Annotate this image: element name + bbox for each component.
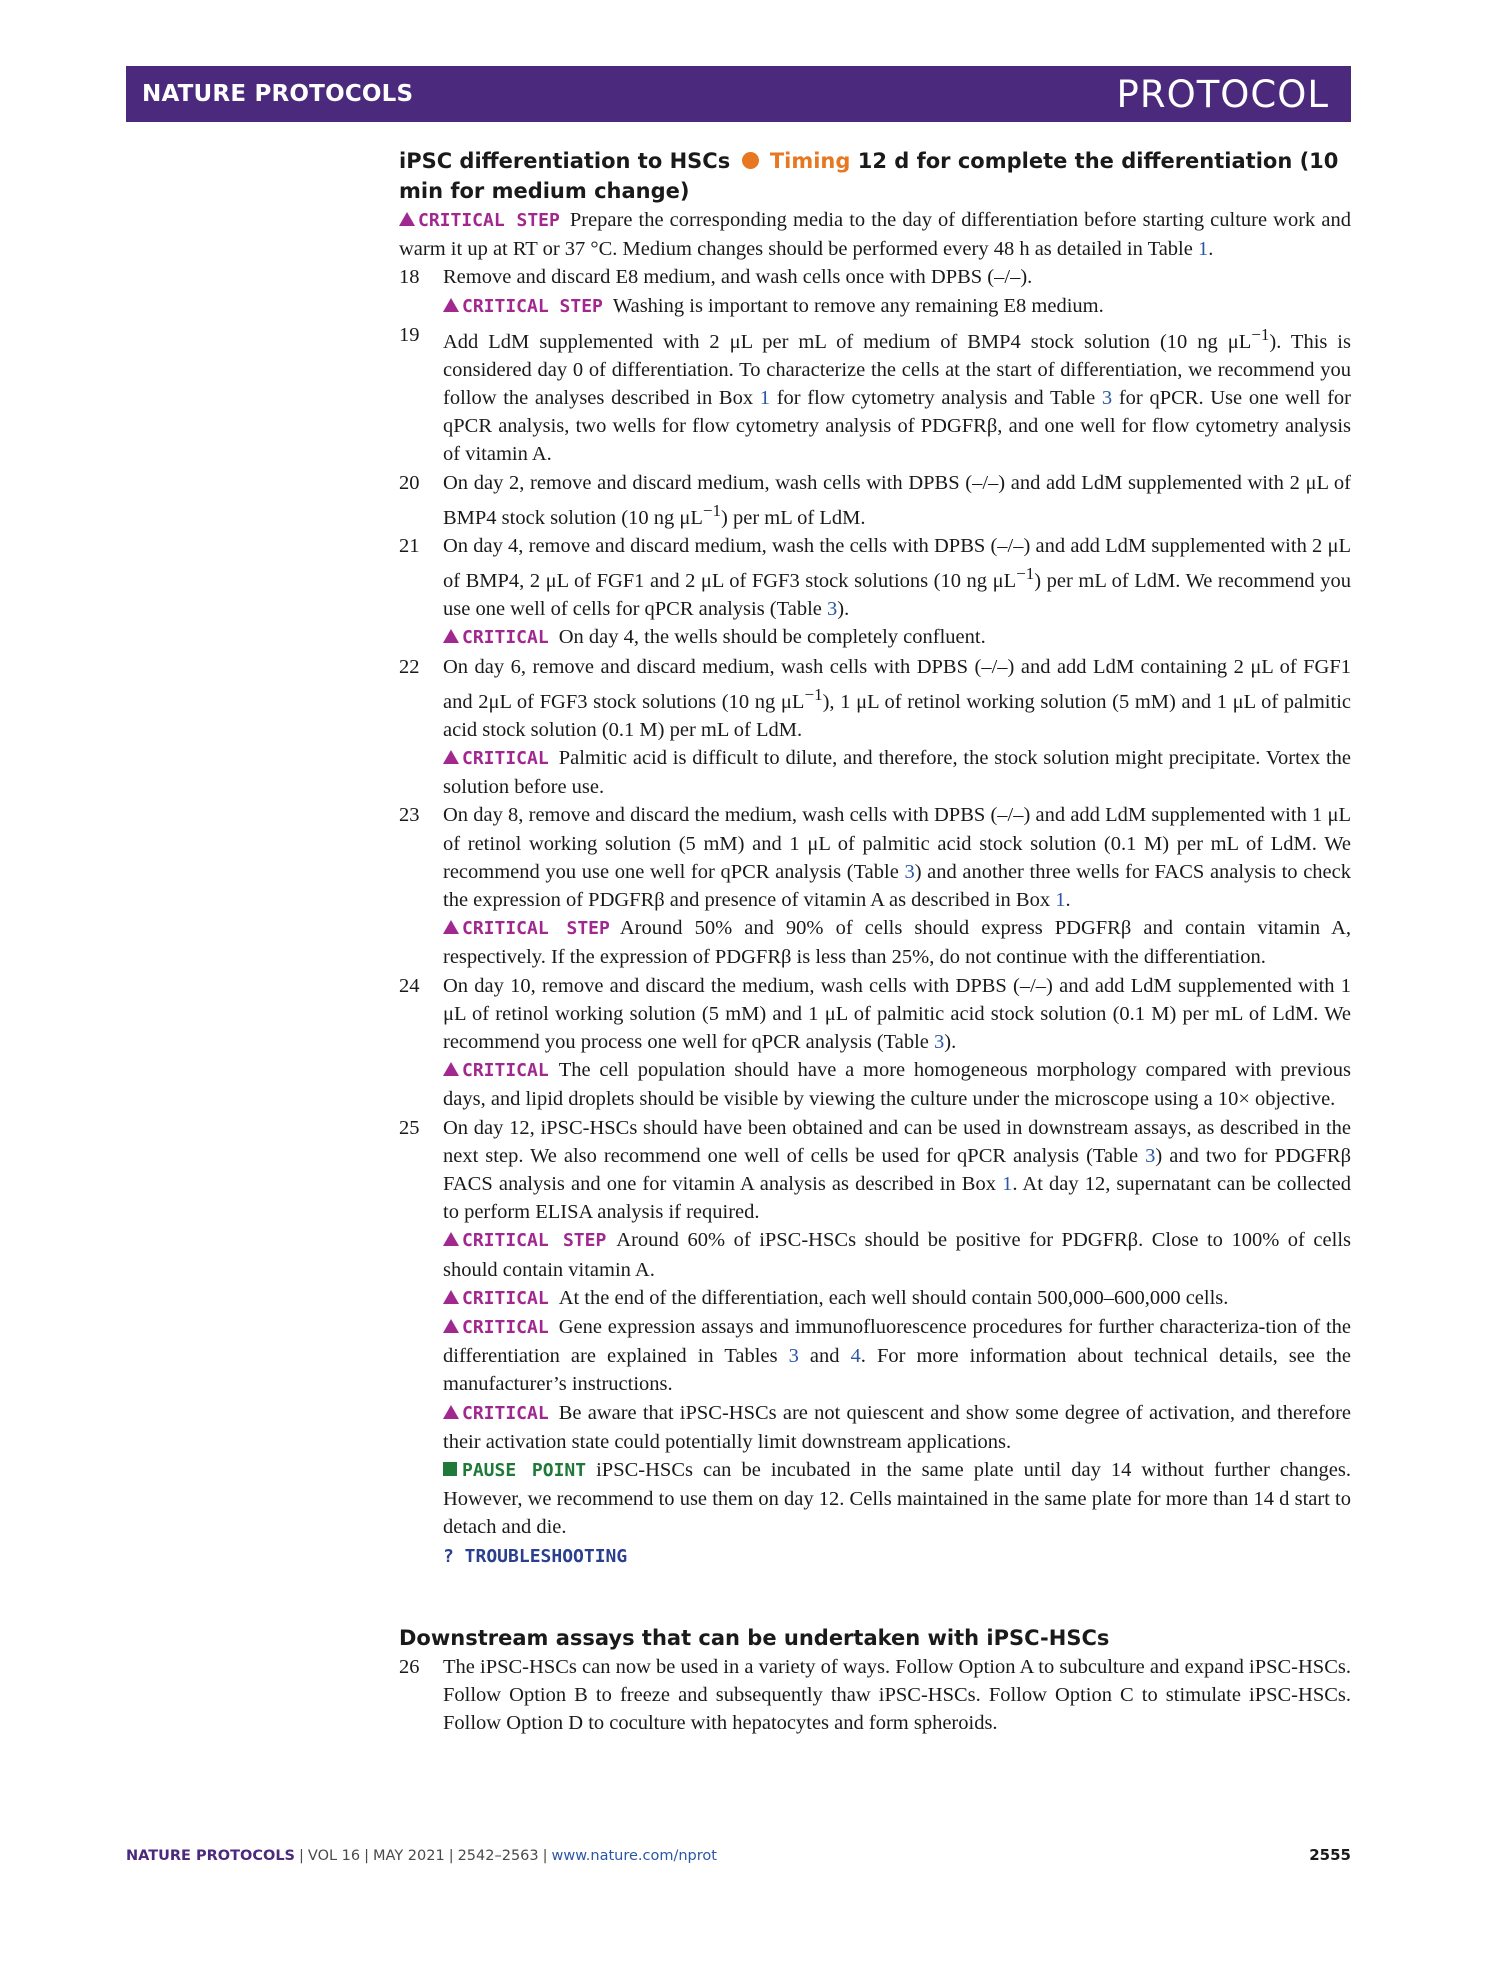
journal-brand: NATURE PROTOCOLS [142, 81, 414, 107]
step-text: Add LdM supplemented with 2 μL per mL of medium of BMP4 stock solution (10 ng $\mu L^{-1}$). This is considered day 0 of differentiation. To characterize the cells at the start of differentiation, we recommend you follow the analyses described in Box 1 for flow cytometry analysis and Table 3 for qPCR. Use one well for qPCR analysis, two wells for flow cytometry analysis of PDGFRβ, and one well for flow cytometry analysis of vitamin A. [443, 324, 1351, 466]
page-header [126, 66, 1351, 122]
table-link[interactable]: 3 [1101, 387, 1113, 410]
timing-label: Timing [769, 149, 851, 173]
table-link[interactable]: 4 [850, 1345, 861, 1368]
step-20 [399, 469, 1351, 532]
step-24 [399, 972, 1351, 1114]
warning-triangle-icon [399, 212, 415, 226]
heading-title: iPSC differentiation to HSCs [399, 149, 731, 173]
warning-triangle-icon [443, 298, 459, 312]
step-text: On day 8, remove and discard the medium, wash cells with DPBS (–/–) and add LdM supplemented with 1 μL of retinol working solution (5 mM) and 1 μL of palmitic acid stock solution (0.1 M) per mL of LdM. We recommend you use one well for qPCR analysis (Table 3) and another three wells for FACS analysis to check the expression of PDGFRβ and presence of vitamin A as described in Box 1. [443, 804, 1351, 911]
page-footer [126, 1846, 1351, 1864]
step-number: 18 [399, 266, 420, 289]
critical-note: CRITICAL Palmitic acid is difficult to dilute, and therefore, the stock solution might precipitate. Vortex the solution before use. [443, 746, 1351, 799]
footer-pages: 2542–2563 [457, 1848, 539, 1864]
timing-dot-icon [742, 152, 759, 169]
step-number: 21 [399, 534, 420, 557]
step-18 [399, 263, 1351, 320]
step-19 [399, 321, 1351, 469]
warning-triangle-icon [443, 920, 459, 934]
step-number: 19 [399, 323, 420, 346]
step-text: On day 12, iPSC-HSCs should have been obtained and can be used in downstream assays, as described in the next step. We also recommend one well of cells be used for qPCR analysis (Table 3) and two for PDGFRβ FACS analysis and one for vitamin A analysis as described in Box 1. At day 12, supernatant can be collected to perform ELISA analysis if required. [443, 1116, 1352, 1224]
timing-text: 12 d for complete the differentiation (10 min for medium change) [399, 149, 1339, 203]
critical-note: CRITICAL Be aware that iPSC-HSCs are not quiescent and show some degree of activation, and therefore their activation state could potentially limit downstream applications. [443, 1401, 1351, 1453]
warning-triangle-icon [443, 1405, 459, 1419]
critical-note: CRITICAL STEP Washing is important to remove any remaining E8 medium. [443, 292, 1351, 321]
step-text: On day 6, remove and discard medium, wash cells with DPBS (–/–) and add LdM containing 2 μL of FGF1 and 2μL of FGF3 stock solutions (10 ng $\mu L^{-1}$), 1 μL of retinol working solution (5 mM) and 1 μL of palmitic acid stock solution (0.1 M) per mL of LdM. [443, 655, 1351, 741]
section-heading-downstream: Downstream assays that can be undertaken with iPSC-HSCs [399, 1625, 1110, 1650]
step-number: 23 [399, 804, 420, 827]
critical-note: CRITICAL Gene expression assays and immunofluorescence procedures for further characteriza-tion of the differentiation are explained in Tables 3 and 4. For more information about technical details, see the manufacturer’s instructions. [443, 1316, 1351, 1396]
step-number: 25 [399, 1116, 420, 1139]
critical-note: CRITICAL STEP Around 60% of iPSC-HSCs should be positive for PDGFRβ. Close to 100% of cells should contain vitamin A. [443, 1229, 1351, 1281]
critical-note: CRITICAL The cell population should have a more homogeneous morphology compared with previous days, and lipid droplets should be visible by viewing the culture under the microscope using a 10× objective. [443, 1059, 1351, 1111]
warning-triangle-icon [443, 1319, 459, 1333]
footer-volume: VOL 16 [307, 1848, 361, 1864]
footer-citation: NATURE PROTOCOLS | VOL 16 | MAY 2021 | 2542–2563 | www.nature.com/nprot [126, 1848, 717, 1864]
step-25 [399, 1114, 1351, 1571]
table-link[interactable]: 1 [1197, 238, 1209, 261]
step-number: 22 [399, 655, 420, 678]
critical-note: CRITICAL On day 4, the wells should be completely confluent. [443, 623, 1351, 652]
box-link[interactable]: 1 [1055, 888, 1066, 911]
step-text: Remove and discard E8 medium, and wash cells once with DPBS (–/–). [443, 266, 1033, 289]
warning-triangle-icon [443, 1232, 459, 1246]
step-22 [399, 653, 1351, 802]
step-number: 20 [399, 471, 420, 494]
footer-date: MAY 2021 [373, 1848, 445, 1864]
critical-step-label: CRITICAL STEP [399, 210, 560, 231]
intro-critical: CRITICAL STEP Prepare the corresponding media to the day of differentiation before starting culture work and warm it up at RT or 37 °C. Medium changes should be performed every 48 h as detailed in Table 1. [399, 209, 1351, 261]
footer-url[interactable]: www.nature.com/nprot [551, 1848, 717, 1864]
main-content [399, 146, 1351, 1737]
pause-point-note: PAUSE POINT iPSC-HSCs can be incubated in the same plate until day 14 without further changes. However, we recommend to use them on day 12. Cells maintained in the same plate for more than 14 d start to detach and die. [443, 1459, 1351, 1539]
box-link[interactable]: 1 [759, 387, 771, 410]
table-link[interactable]: 3 [827, 598, 838, 621]
pause-square-icon [443, 1462, 457, 1476]
table-link[interactable]: 3 [1145, 1144, 1156, 1167]
step-text: On day 10, remove and discard the medium, wash cells with DPBS (–/–) and add LdM supplemented with 1 μL of retinol working solution (5 mM) and 1 μL of palmitic acid stock solution (0.1 M) per mL of LdM. We recommend you process one well for qPCR analysis (Table 3). [443, 974, 1351, 1053]
critical-note: CRITICAL At the end of the differentiation, each well should contain 500,000–600,000 cells. [443, 1284, 1351, 1313]
step-number: 24 [399, 974, 420, 997]
warning-triangle-icon [443, 629, 459, 643]
warning-triangle-icon [443, 1062, 459, 1076]
critical-note: CRITICAL STEP Around 50% and 90% of cells should express PDGFRβ and contain vitamin A, respectively. If the expression of PDGFRβ is less than 25%, do not continue with the differentiation. [443, 917, 1352, 969]
page-number: 2555 [1309, 1846, 1351, 1864]
warning-triangle-icon [443, 750, 459, 764]
step-number: 26 [399, 1655, 420, 1678]
troubleshooting-link[interactable]: ? TROUBLESHOOTING [443, 1545, 628, 1567]
box-link[interactable]: 1 [1002, 1173, 1013, 1196]
table-link[interactable]: 3 [904, 860, 915, 883]
table-link[interactable]: 3 [934, 1031, 945, 1053]
footer-journal: NATURE PROTOCOLS [126, 1848, 296, 1864]
warning-triangle-icon [443, 1290, 459, 1304]
table-link[interactable]: 3 [788, 1345, 799, 1368]
step-text: The iPSC-HSCs can now be used in a variety of ways. Follow Option A to subculture and expand iPSC-HSCs. Follow Option B to freeze and subsequently thaw iPSC-HSCs. Follow Option C to stimulate iPSC-HSCs. Follow Option D to coculture with hepatocytes and form spheroids. [443, 1655, 1351, 1735]
step-21 [399, 532, 1351, 653]
step-text: On day 2, remove and discard medium, wash cells with DPBS (–/–) and add LdM supplemented with 2 μL of BMP4 stock solution (10 ng $\mu L^{-1}$) per mL of LdM. [443, 471, 1351, 529]
step-26 [399, 1653, 1351, 1738]
section-heading [399, 146, 1351, 206]
step-23 [399, 801, 1351, 971]
section-tag: PROTOCOL [1116, 72, 1329, 116]
step-text: On day 4, remove and discard medium, wash the cells with DPBS (–/–) and add LdM supplemented with 2 μL of BMP4, 2 μL of FGF1 and 2 μL of FGF3 stock solutions (10 ng $\mu L^{-1}$) per mL of LdM. We recommend you use one well of cells for qPCR analysis (Table 3). [443, 534, 1351, 621]
